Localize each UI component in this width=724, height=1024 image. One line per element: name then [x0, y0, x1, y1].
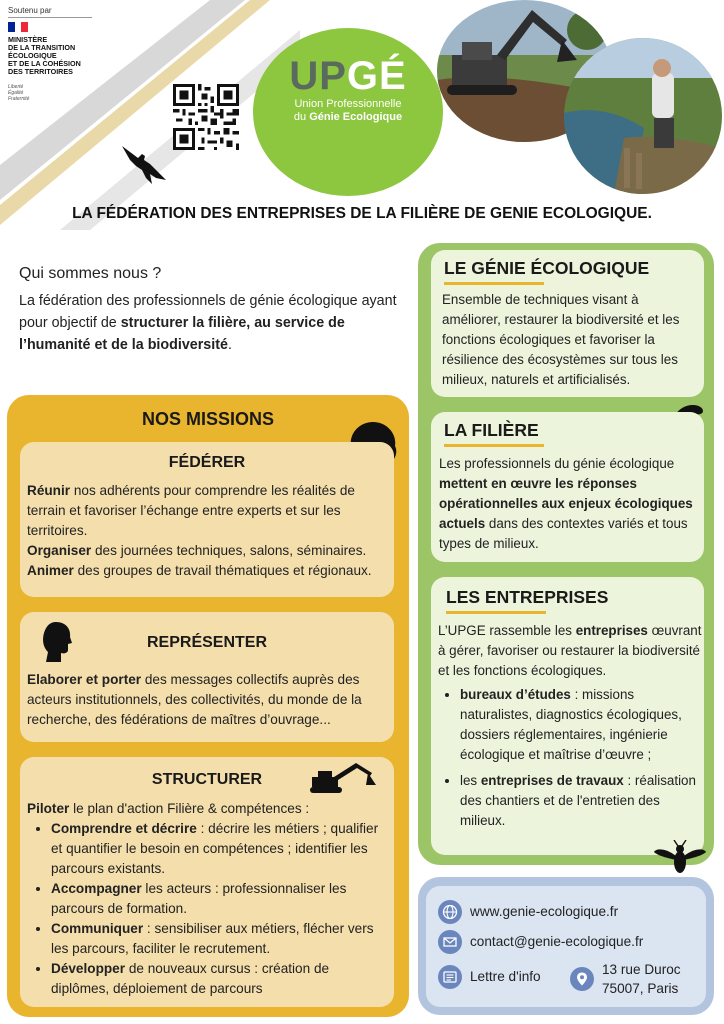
- river-work-photo: [564, 38, 722, 194]
- bee-silhouette: [652, 840, 708, 876]
- french-flag-icon: [8, 22, 28, 32]
- genie-body: Ensemble de techniques visant à améliorer, restaurer la biodiversité et les fonctions écologiques et favoriser la résilience des écosystèmes sur tous les milieux, naturels et artificialisés.: [442, 292, 680, 387]
- federer-p1: [27, 481, 392, 541]
- logo-subtitle-line1: Union Professionnelle: [294, 98, 402, 110]
- entreprises-intro-text: L’UPGE rassemble les: [438, 623, 576, 638]
- list-item-text: les acteurs : professionnaliser les parcours de formation.: [51, 881, 347, 916]
- list-item-bold: entreprises de travaux: [480, 773, 624, 788]
- genie-title: LE GÉNIE ÉCOLOGIQUE: [444, 258, 650, 278]
- logo-subtitle-bold: Génie Ecologique: [309, 111, 403, 123]
- list-item-prefix: les: [460, 773, 481, 788]
- who-body-end: .: [227, 337, 232, 353]
- list-item-text: : décrire les métiers ; qualifier et quantifier le besoin en compétences ; identifier les parcours existants.: [51, 821, 379, 876]
- title-underline: [444, 444, 544, 447]
- headline: LA FÉDÉRATION DES ENTREPRISES DE LA FILIÈRE DE GENIE ECOLOGIQUE.: [72, 205, 652, 222]
- structurer-intro-text: le plan d'action Filière & compétences :: [69, 801, 310, 816]
- website-row[interactable]: [438, 900, 618, 924]
- representer-p1-bold: Elaborer et porter: [27, 672, 142, 687]
- entreprises-intro-end: œuvrant à gérer, favoriser ou restaurer la biodiversité et les fonctions écologiques.: [438, 623, 702, 678]
- list-item-text: : sensibiliser aux métiers, flécher vers les parcours, faciliter le recrutement.: [51, 921, 374, 956]
- entreprises-list: [438, 685, 704, 831]
- qr-code[interactable]: [173, 84, 239, 150]
- filiere-title: LA FILIÈRE: [444, 420, 539, 440]
- federer-p1-text: nos adhérents pour comprendre les réalités de terrain et favoriser l’échange entre experts et sur les territoires.: [27, 483, 355, 538]
- list-item-bold: Comprendre et décrire: [51, 821, 197, 836]
- entreprises-intro: [438, 621, 704, 681]
- filiere-body-bold: mettent en œuvre les réponses opérationnelles aux enjeux écologiques actuels: [439, 476, 693, 531]
- newsletter-row[interactable]: [438, 965, 541, 989]
- newsletter-icon: [438, 965, 462, 989]
- structurer-title: STRUCTURER: [151, 771, 263, 788]
- address-line1: 13 rue Duroc: [602, 962, 681, 977]
- upge-logo-text: [253, 54, 443, 124]
- title-underline: [446, 611, 546, 614]
- title-underline: [444, 282, 544, 285]
- federer-p2-bold: Organiser: [27, 543, 92, 558]
- who-body-bold: structurer la filière, au service de l’humanité et de la biodiversité: [19, 315, 345, 353]
- list-item-bold: Communiquer: [51, 921, 144, 936]
- federer-title: FÉDÉRER: [168, 454, 246, 471]
- list-item: [51, 879, 391, 919]
- logo-subtitle-prefix: du: [293, 111, 310, 123]
- structurer-list: [27, 819, 391, 999]
- website-link[interactable]: www.genie-ecologique.fr: [470, 904, 619, 919]
- list-item: [51, 959, 391, 999]
- email-link[interactable]: contact@genie-ecologique.fr: [470, 934, 644, 949]
- federer-p2: [27, 541, 392, 561]
- logo-name-part2: GÉ: [346, 54, 407, 98]
- card-entreprises: [431, 577, 704, 855]
- address-line2: 75007, Paris: [602, 981, 679, 996]
- federer-p3-bold: Animer: [27, 563, 74, 578]
- card-structurer: [20, 757, 394, 1007]
- filiere-body: [439, 454, 701, 554]
- list-item-text: : missions naturalistes, diagnostics écologiques, dossiers réglementaires, ingénierie écologique et maîtrise d’œuvre ;: [460, 687, 682, 762]
- card-filiere: [431, 412, 704, 562]
- list-item-bold: Accompagner: [51, 881, 142, 896]
- globe-icon: [438, 900, 462, 924]
- ministry-name: MINISTÈRE DE LA TRANSITION ÉCOLOGIQUE ET DE LA COHÉSION DES TERRITOIRES: [8, 35, 81, 76]
- mail-icon: [438, 930, 462, 954]
- who-title: Qui sommes nous ?: [19, 265, 162, 282]
- bird-silhouette: [120, 140, 170, 185]
- who-body: [19, 290, 404, 356]
- list-item-text: de nouveaux cursus : création de diplômes, déploiement de parcours: [51, 961, 330, 996]
- federer-p3: [27, 561, 392, 581]
- contact-card: [426, 886, 706, 1007]
- email-row[interactable]: [438, 930, 643, 954]
- address-row: [570, 960, 681, 998]
- filiere-body-text: Les professionnels du génie écologique: [439, 456, 675, 471]
- who-body-text: La fédération des professionnels de génie écologique ayant pour objectif de: [19, 293, 397, 331]
- card-representer: [20, 612, 394, 742]
- list-item-bold: Développer: [51, 961, 126, 976]
- federer-p2-text: des journées techniques, salons, séminaires.: [91, 543, 367, 558]
- list-item: [51, 919, 391, 959]
- representer-p1-text: des messages collectifs auprès des acteurs institutionnels, des collectivités, du monde de la recherche, des fédérations de maîtres d’ouvrage...: [27, 672, 362, 727]
- support-label: Soutenu par: [8, 6, 52, 15]
- federer-p1-bold: Réunir: [27, 483, 71, 498]
- location-icon: [570, 967, 594, 991]
- card-genie-ecologique: [431, 250, 704, 397]
- list-item-bold: bureaux d’études: [460, 687, 571, 702]
- ministry-motto: Liberté Égalité Fraternité: [8, 84, 30, 102]
- newsletter-link[interactable]: Lettre d'info: [470, 969, 541, 984]
- list-item-text: : réalisation des chantiers et de l'entretien des milieux.: [460, 773, 696, 828]
- list-item: [460, 771, 704, 831]
- structurer-intro-bold: Piloter: [27, 801, 70, 816]
- filiere-body-end: dans des contextes variés et tous types de milieux.: [439, 516, 688, 551]
- list-item: [460, 685, 704, 765]
- structurer-intro: [27, 799, 391, 819]
- entreprises-intro-bold: entreprises: [575, 623, 648, 638]
- missions-title: NOS MISSIONS: [141, 409, 275, 429]
- logo-name-part1: UP: [289, 54, 347, 98]
- divider: [8, 17, 92, 18]
- entreprises-title: LES ENTREPRISES: [446, 587, 609, 607]
- representer-p1: [27, 670, 392, 730]
- card-federer: [20, 442, 394, 597]
- federer-p3-text: des groupes de travail thématiques et régionaux.: [73, 563, 372, 578]
- representer-title: REPRÉSENTER: [146, 634, 268, 651]
- list-item: [51, 819, 391, 879]
